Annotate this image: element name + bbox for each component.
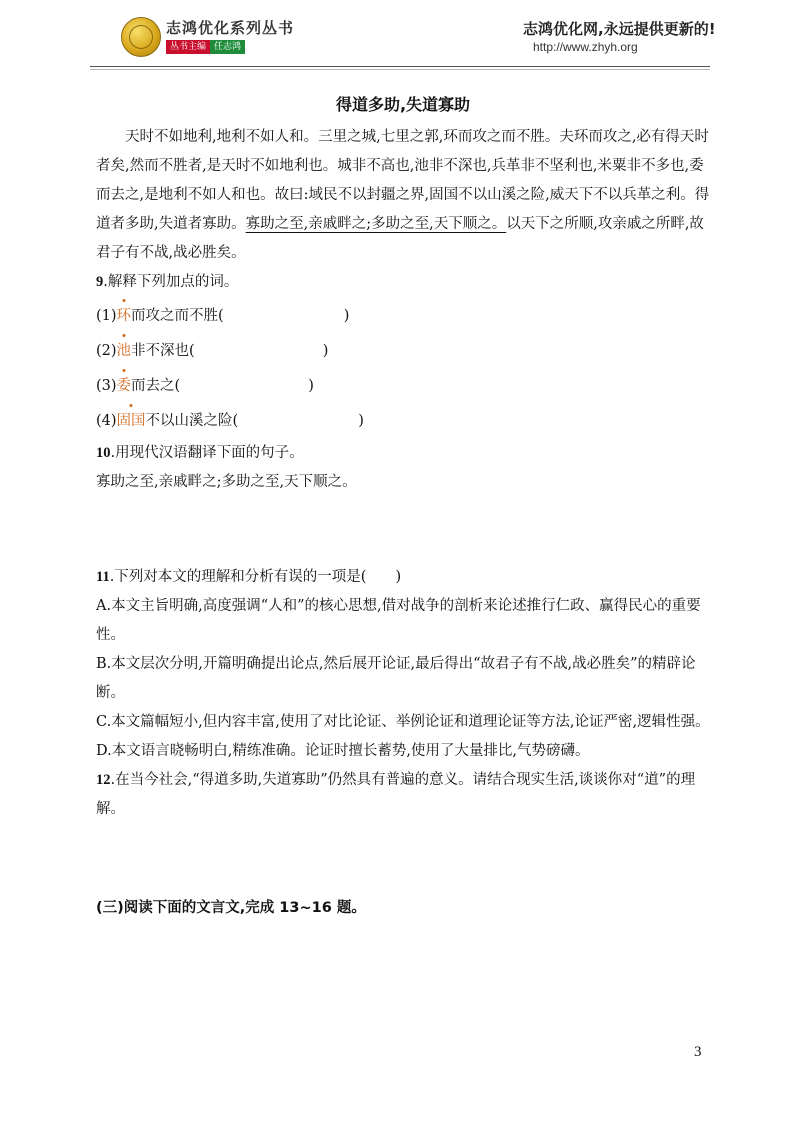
header-divider-thin [90,69,710,70]
answer-blank[interactable] [224,301,344,332]
question-12 [96,766,710,824]
section-three-heading: (三)阅读下面的文言文,完成 13~16 题。 [96,900,366,916]
answer-space[interactable] [96,824,710,894]
passage-title: 得道多助,失道寡助 [335,95,471,114]
passage-text [96,123,710,268]
dotted-word: 固国 [117,406,146,437]
q9-item-3 [96,371,710,402]
q9-item-4 [96,406,710,437]
q11-option-c: C.本文篇幅短小,但内容丰富,使用了对比论证、举例论证和道理论证等方法,论证严密,逻辑性强。 [96,714,710,730]
question-prompt: .下列对本文的理解和分析有误的一项是( ) [109,569,402,585]
passage-underlined-sentence: 寡助之至,亲戚畔之;多助之至,天下顺之。 [245,216,507,232]
dotted-word: 委 [117,371,132,402]
question-number: 9 [96,274,104,290]
q9-item-1 [96,301,710,332]
q11-option-d: D.本文语言晓畅明白,精练准确。论证时擅长蓄势,使用了大量排比,气势磅礴。 [96,743,590,759]
question-number: 10 [96,445,111,461]
item-text: 而攻之而不胜( [131,308,224,324]
series-logo-icon [121,17,161,57]
page-content [96,92,710,923]
dotted-word: 池 [117,336,132,367]
item-text: 非不深也( [131,343,195,359]
item-prefix: (3) [96,378,117,394]
item-prefix: (2) [96,343,117,359]
dotted-word: 环 [117,301,132,332]
item-text: 不以山溪之险( [145,413,239,429]
answer-space[interactable] [96,497,710,563]
site-slogan: 志鸿优化网,永远提供更新的! [523,20,716,38]
item-prefix: (1) [96,308,117,324]
series-title: 志鸿优化系列丛书 [166,19,295,37]
passage-text-part1: 天时不如地利,地利不如人和。三里之城,七里之郭,环而攻之而不胜。夫环而攻之,必有得天时者矣,然而不胜者,是天时不如地利也。城非不高也,池非不深也,兵革非不坚利也,米粟非不多也,委而去之,是地利不如人和也。故曰:域民不以封疆之界,固国不以山溪之险,威天下不以兵革之利。得道者多助,失道者寡助。 [96,129,710,232]
answer-blank[interactable] [195,336,323,367]
site-url: http://www.zhyh.org [533,40,638,54]
editor-label: 丛书主编 [166,40,210,54]
question-10 [96,439,710,468]
item-prefix: (4) [96,413,117,429]
editor-line [166,40,245,54]
passage-text-part2: 以天下之所顺,攻亲戚之所畔,故君子有不战,战必胜矣。 [96,216,704,261]
q9-item-2 [96,336,710,367]
page-number: 3 [694,1044,702,1060]
question-number: 12 [96,772,111,788]
item-close: ) [322,343,329,359]
question-number: 11 [96,569,110,585]
item-text: 而去之( [131,378,181,394]
question-11 [96,563,710,592]
question-prompt: .在当今社会,“得道多助,失道寡助”仍然具有普遍的意义。请结合现实生活,谈谈你对“道”的理解。 [96,772,696,817]
item-close: ) [358,413,364,429]
question-prompt: .用现代汉语翻译下面的句子。 [110,445,304,461]
header-divider [90,66,710,67]
item-close: ) [343,308,350,324]
question-prompt: .解释下列加点的词。 [103,274,239,290]
page-header [0,0,800,72]
item-close: ) [308,378,314,394]
answer-blank[interactable] [238,406,358,437]
editor-name: 任志鸿 [210,40,245,54]
question-9 [96,268,710,297]
answer-blank[interactable] [180,371,308,402]
q10-sentence: 寡助之至,亲戚畔之;多助之至,天下顺之。 [96,474,357,490]
q11-option-a: A.本文主旨明确,高度强调“人和”的核心思想,借对战争的剖析来论述推行仁政、赢得民心的重要性。 [96,598,701,643]
q11-option-b: B.本文层次分明,开篇明确提出论点,然后展开论证,最后得出“故君子有不战,战必胜矣”的精辟论断。 [96,656,696,701]
